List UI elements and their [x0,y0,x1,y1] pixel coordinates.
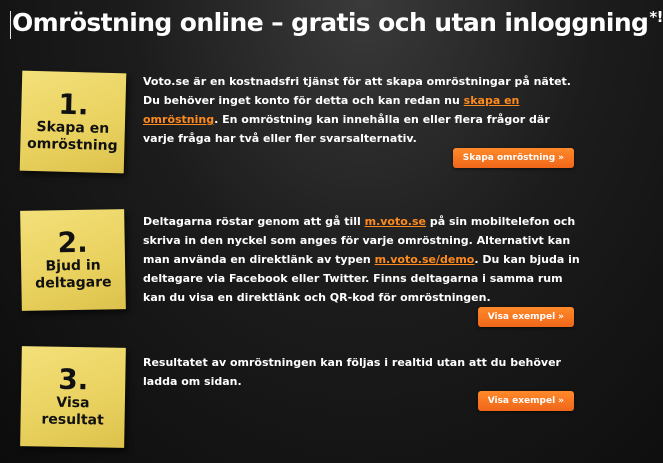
demo-link[interactable]: m.voto.se/demo [374,253,475,266]
description-text: . Du kan bjuda in deltagare via Facebook eller Twitter. Finns deltagarna i samma rum kan du visa en direktlänk och QR-kod för omröstningen. [143,253,580,304]
description-text: Voto.se är en kostnadsfri tjänst för att skapa omröstningar på nätet. Du behöver inget konto för detta och kan redan nu [143,75,571,107]
step-label: Bjud in deltagare [35,257,112,292]
description-text: . En omröstning kan innehålla en eller flera frågor där varje fråga har två eller fler svarsalternativ. [143,113,550,145]
double-chevron-right-icon: » [558,312,564,322]
sticky-note-step-2 [20,209,126,311]
double-chevron-right-icon: » [558,396,564,406]
description-text: på sin mobiltelefon och skriva in den nyckel som anges för varje omröstning. Alternativt kan man använda en direktlänk av typen [143,215,576,266]
step-description [143,353,583,391]
sticky-note-step-1 [20,71,127,174]
step-label: Skapa en omröstning [26,119,118,155]
create-poll-link[interactable]: skapa en omröstning [143,94,520,126]
page-title [12,8,663,37]
show-example-button[interactable] [478,391,574,411]
page-title-mark: *! [649,8,663,26]
text-cursor [10,11,11,39]
step-description [143,72,583,148]
sticky-note-step-3 [20,346,126,448]
double-chevron-right-icon: » [558,153,564,163]
button-label: Visa exempel [487,312,556,322]
show-example-button[interactable] [478,307,574,327]
page-title-text: Omröstning online – gratis och utan inloggning [12,8,649,37]
step-number: 3. [57,362,89,397]
description-text: Deltagarna röstar genom att gå till [143,215,365,228]
button-label: Skapa omröstning [462,153,556,163]
button-label: Visa exempel [487,396,556,406]
description-text: Resultatet av omröstningen kan följas i realtid utan att du behöver ladda om sidan. [143,356,561,388]
step-description [143,212,583,307]
step-number: 2. [57,225,89,260]
step-number: 1. [57,87,89,122]
mobile-site-link[interactable]: m.voto.se [364,215,426,228]
step-label: Visa resultat [41,394,104,429]
create-poll-button[interactable] [453,148,574,168]
